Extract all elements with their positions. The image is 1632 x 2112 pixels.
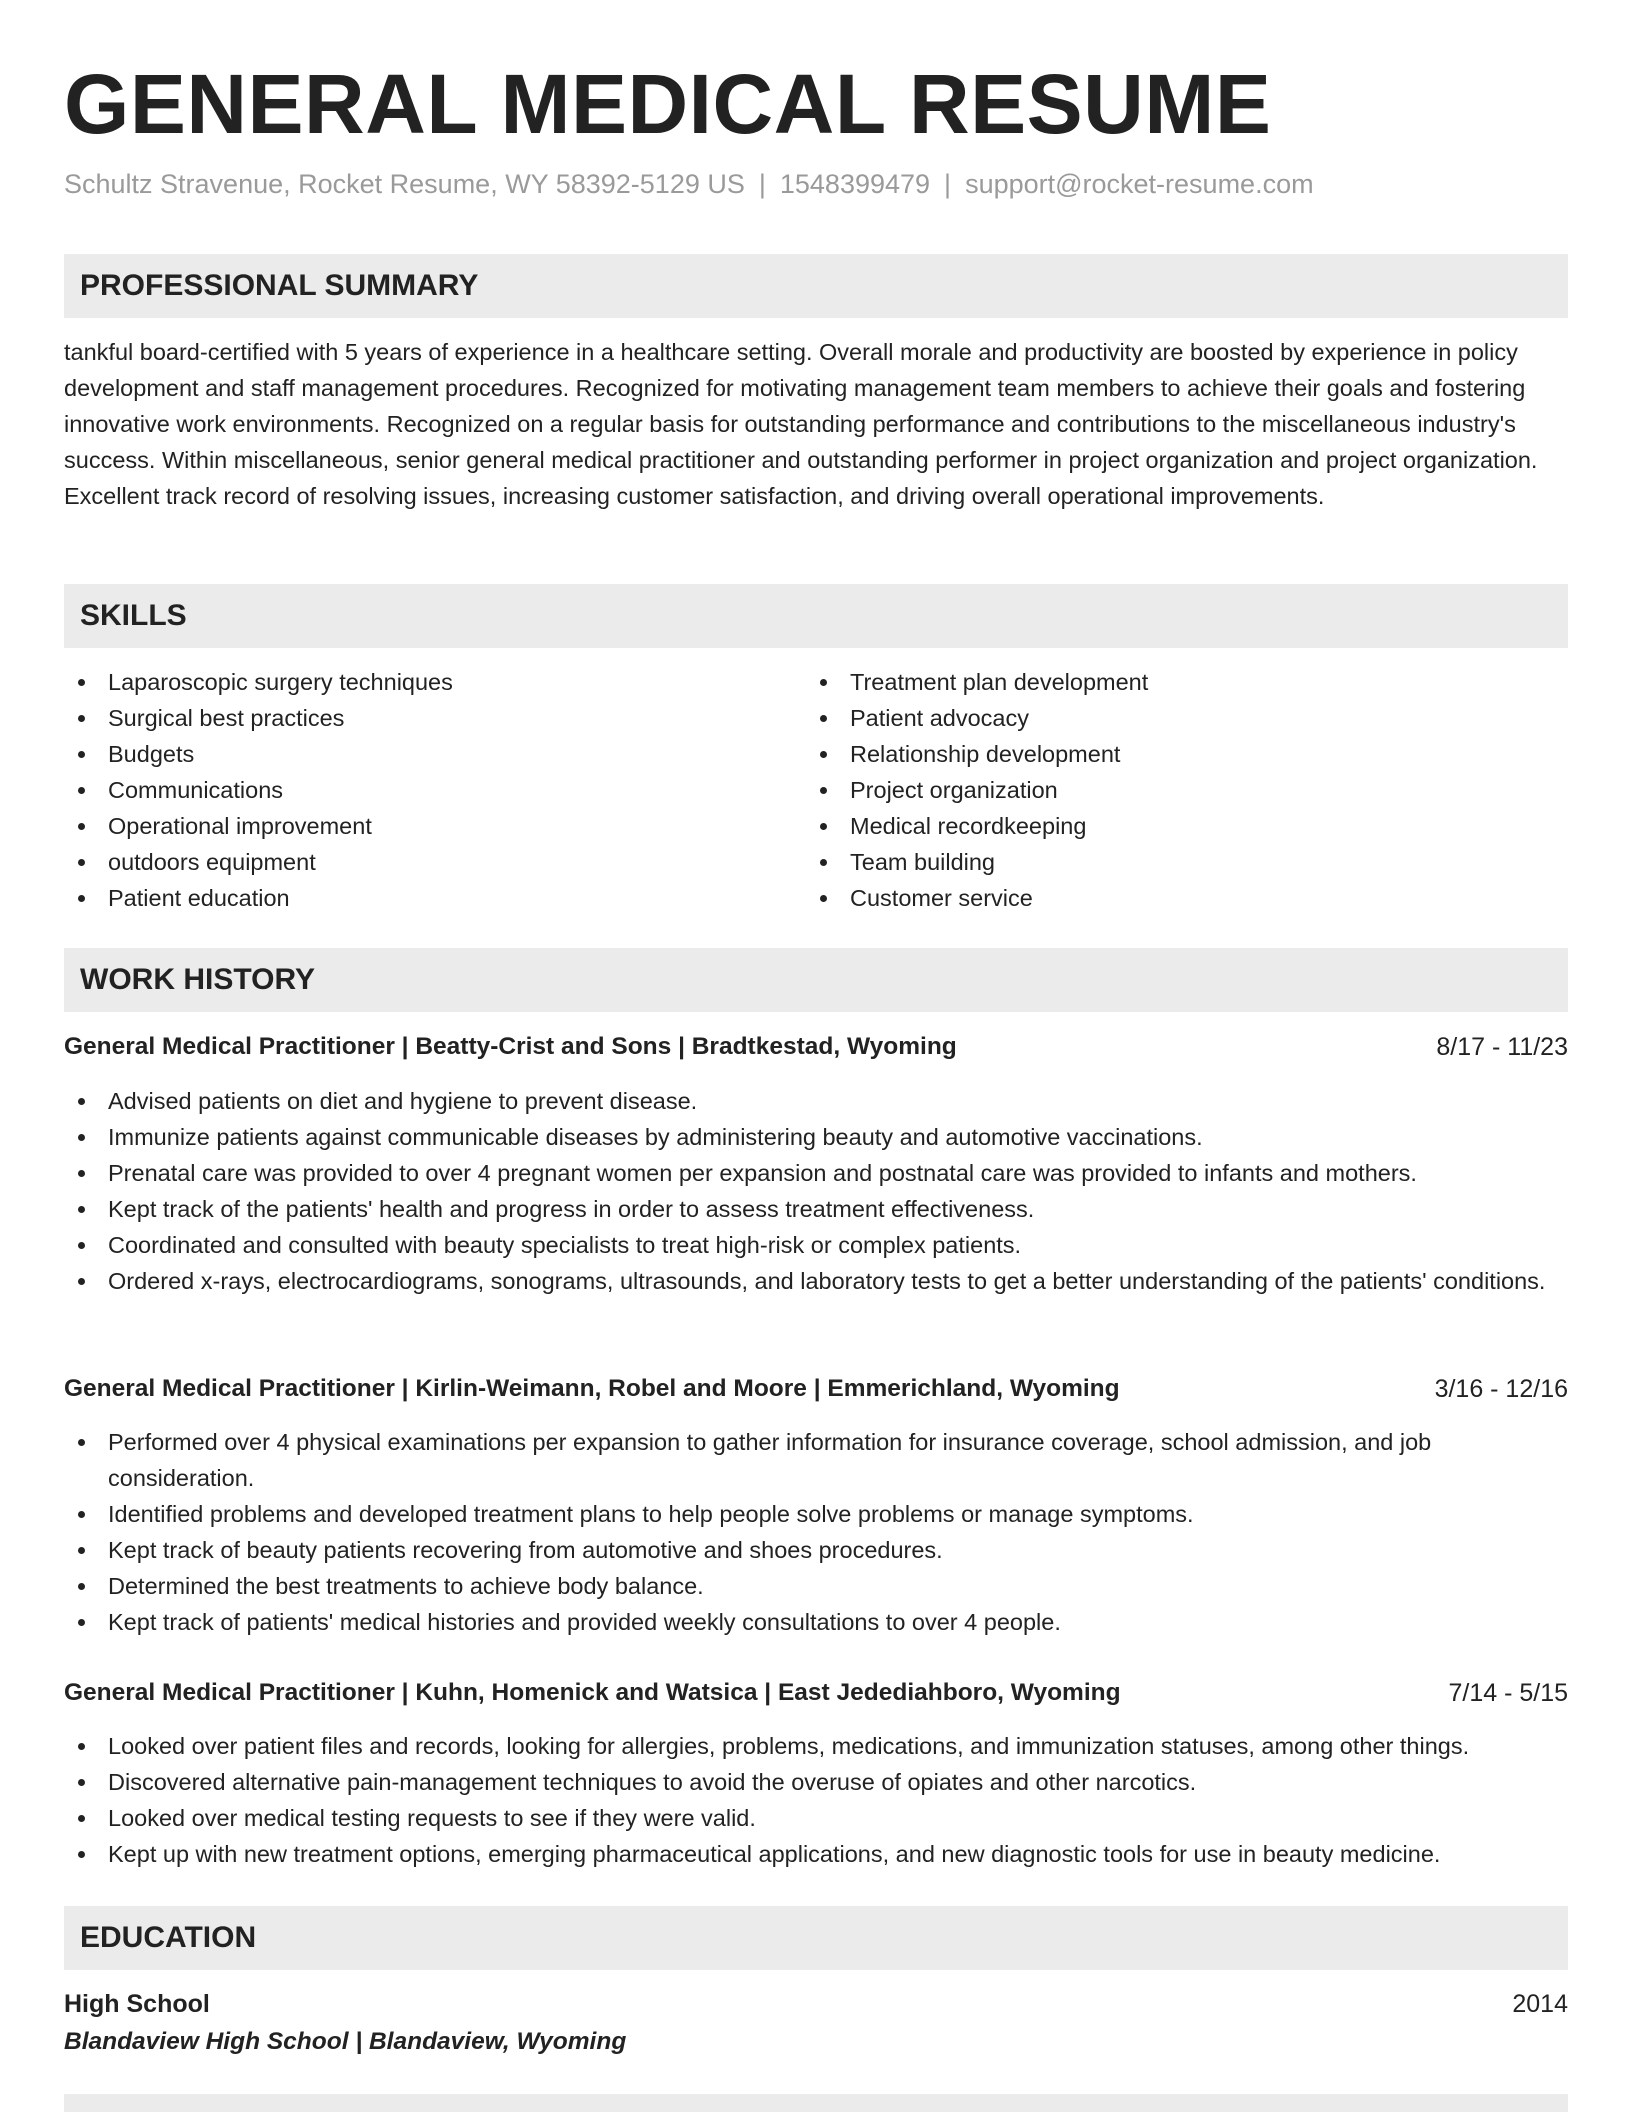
job-duties — [64, 1083, 1568, 1299]
job-duty: Immunize patients against communicable diseases by administering beauty and automotive vaccinations. — [64, 1119, 1568, 1155]
skill-item: Treatment plan development — [806, 664, 1546, 700]
skill-item: Project organization — [806, 772, 1546, 808]
job-header — [64, 1371, 1568, 1407]
skill-item: Medical recordkeeping — [806, 808, 1546, 844]
job-duty: Looked over medical testing requests to see if they were valid. — [64, 1800, 1568, 1836]
contact-email: support@rocket-resume.com — [965, 169, 1314, 199]
education-year: 2014 — [1512, 1990, 1568, 2018]
job-duty: Identified problems and developed treatment plans to help people solve problems or manage symptoms. — [64, 1496, 1568, 1532]
skill-item: Customer service — [806, 880, 1546, 916]
job-duties — [64, 1424, 1568, 1640]
contact-address: Schultz Stravenue, Rocket Resume, WY 58392-5129 US — [64, 169, 745, 199]
job-header — [64, 1675, 1568, 1711]
job-title: General Medical Practitioner | Kirlin-Weimann, Robel and Moore | Emmerichland, Wyoming — [64, 1375, 1120, 1402]
skill-item: Surgical best practices — [64, 700, 804, 736]
summary-heading: PROFESSIONAL SUMMARY — [80, 269, 479, 302]
job-dates: 8/17 - 11/23 — [1436, 1033, 1568, 1061]
skill-item: Team building — [806, 844, 1546, 880]
contact-separator: | — [944, 169, 952, 199]
job-dates: 3/16 - 12/16 — [1434, 1375, 1568, 1403]
summary-heading-band — [64, 254, 1568, 318]
job-duty: Prenatal care was provided to over 4 pregnant women per expansion and postnatal care was provided to infants and mothers. — [64, 1155, 1568, 1191]
job-duty: Kept up with new treatment options, emerging pharmaceutical applications, and new diagnostic tools for use in beauty medicine. — [64, 1836, 1568, 1872]
skill-item: Relationship development — [806, 736, 1546, 772]
education-heading: EDUCATION — [80, 1921, 257, 1954]
job-duty: Advised patients on diet and hygiene to prevent disease. — [64, 1083, 1568, 1119]
education-heading-band — [64, 1906, 1568, 1970]
job-duties — [64, 1728, 1568, 1872]
skills-heading-band — [64, 584, 1568, 648]
job-duty: Kept track of beauty patients recovering from automotive and shoes procedures. — [64, 1532, 1568, 1568]
job-title: General Medical Practitioner | Kuhn, Homenick and Watsica | East Jedediahboro, Wyoming — [64, 1679, 1121, 1706]
skill-item: Patient education — [64, 880, 804, 916]
work-heading: WORK HISTORY — [80, 963, 316, 996]
resume-title: GENERAL MEDICAL RESUME — [64, 57, 1272, 151]
skill-item: Communications — [64, 772, 804, 808]
job-duty: Coordinated and consulted with beauty specialists to treat high-risk or complex patients. — [64, 1227, 1568, 1263]
contact-line — [64, 166, 1314, 202]
job-duty: Kept track of the patients' health and progress in order to assess treatment effectiveness. — [64, 1191, 1568, 1227]
job-duty: Performed over 4 physical examinations per expansion to gather information for insurance coverage, school admission, and job consideration. — [64, 1424, 1568, 1496]
job-dates: 7/14 - 5/15 — [1448, 1679, 1568, 1707]
skill-item: Laparoscopic surgery techniques — [64, 664, 804, 700]
contact-phone: 1548399479 — [779, 169, 931, 199]
education-school: Blandaview High School | Blandaview, Wyoming — [64, 2028, 627, 2055]
work-heading-band — [64, 948, 1568, 1012]
job-duty: Looked over patient files and records, looking for allergies, problems, medications, and immunization statuses, among other things. — [64, 1728, 1568, 1764]
skill-item: outdoors equipment — [64, 844, 804, 880]
education-degree: High School — [64, 1990, 210, 2018]
contact-separator: | — [758, 169, 766, 199]
skill-item: Operational improvement — [64, 808, 804, 844]
skills-list-left — [64, 664, 804, 916]
skills-heading: SKILLS — [80, 599, 187, 632]
job-header — [64, 1029, 1568, 1065]
skills-list-right — [806, 664, 1546, 916]
job-duty: Ordered x-rays, electrocardiograms, sonograms, ultrasounds, and laboratory tests to get a better understanding of the patients' conditions. — [64, 1263, 1568, 1299]
skill-item: Budgets — [64, 736, 804, 772]
summary-text: tankful board-certified with 5 years of experience in a healthcare setting. Overall morale and productivity are boosted by experience in policy development and staff management procedures. Recognized for motivating management team members to achieve their goals and fostering innovative work environments. Recognized on a regular basis for outstanding performance and contributions to the miscellaneous industry's success. Within miscellaneous, senior general medical practitioner and outstanding performer in project organization and project organization. Excellent track record of resolving issues, increasing customer satisfaction, and driving overall operational improvements. — [64, 339, 1538, 509]
job-duty: Discovered alternative pain-management techniques to avoid the overuse of opiates and other narcotics. — [64, 1764, 1568, 1800]
job-title: General Medical Practitioner | Beatty-Crist and Sons | Bradtkestad, Wyoming — [64, 1033, 957, 1060]
job-duty: Kept track of patients' medical histories and provided weekly consultations to over 4 people. — [64, 1604, 1568, 1640]
job-duty: Determined the best treatments to achieve body balance. — [64, 1568, 1568, 1604]
next-section-band — [64, 2094, 1568, 2112]
skill-item: Patient advocacy — [806, 700, 1546, 736]
